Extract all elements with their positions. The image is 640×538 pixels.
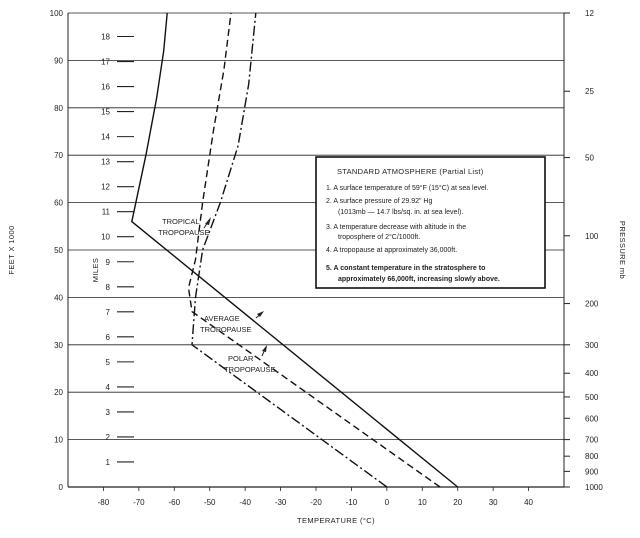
feet-tick-labels	[50, 9, 64, 492]
miles-tick-9: 9	[105, 257, 110, 267]
miles-tick-11: 11	[101, 207, 110, 217]
temperature-tick-20: 20	[453, 498, 463, 507]
temperature-tick--50: -50	[203, 498, 216, 507]
feet-tick-60: 60	[54, 198, 63, 208]
feet-tick-30: 30	[54, 340, 63, 350]
pressure-tick-900: 900	[585, 467, 599, 477]
temperature-tick--60: -60	[168, 498, 181, 507]
info-item-3-cont: troposphere of 2°C/1000ft.	[338, 234, 421, 241]
miles-tick-18: 18	[101, 32, 110, 42]
pressure-tick-1000: 1000	[585, 483, 603, 492]
info-item-1: 1. A surface temperature of 59°F (15°C) at sea level.	[326, 185, 489, 192]
temperature-tick--10: -10	[345, 498, 358, 507]
temperature-tick--30: -30	[274, 498, 287, 507]
average-label-line2: TROPOPAUSE	[200, 325, 252, 334]
info-item-4: 4. A tropopause at approximately 36,000ft.	[326, 247, 458, 254]
miles-axis-title: MILES	[91, 257, 100, 283]
pressure-ticks	[564, 9, 603, 492]
polar-arrowhead	[262, 345, 267, 352]
miles-tick-10: 10	[101, 232, 110, 242]
feet-tick-50: 50	[54, 246, 63, 255]
temperature-tick-30: 30	[488, 498, 498, 507]
tropical-label-line1: TROPICAL	[162, 217, 200, 226]
temperature-tick-10: 10	[417, 498, 427, 507]
miles-tick-4: 4	[105, 382, 110, 392]
miles-tick-16: 16	[101, 82, 110, 92]
info-item-5-cont: approximately 66,000ft, increasing slowly above.	[338, 276, 500, 283]
pressure-tick-600: 600	[585, 414, 599, 424]
miles-tick-15: 15	[101, 107, 110, 117]
feet-tick-90: 90	[54, 56, 63, 66]
y-axis-title: FEET X 1000	[7, 225, 16, 275]
miles-tick-1: 1	[105, 457, 110, 467]
x-axis-title: TEMPERATURE (°C)	[296, 516, 376, 525]
miles-tick-5: 5	[105, 357, 110, 367]
average-tropopause-label	[200, 311, 264, 334]
temperature-tick--70: -70	[133, 498, 145, 507]
tropical-label-line2: TROPOPAUSE	[158, 228, 210, 237]
feet-tick-80: 80	[54, 103, 63, 113]
temperature-tick-40: 40	[524, 498, 534, 507]
pressure-axis-title: PRESSURE mb	[618, 220, 627, 280]
miles-tick-7: 7	[105, 307, 110, 317]
feet-tick-20: 20	[54, 388, 63, 398]
info-item-3: 3. A temperature decrease with altitude in the	[326, 224, 467, 231]
info-box	[316, 157, 545, 288]
miles-tick-13: 13	[101, 157, 110, 167]
polar-label-line1: POLAR	[228, 354, 254, 363]
miles-tick-6: 6	[105, 332, 110, 342]
tropical-tropopause-label	[158, 217, 211, 237]
pressure-tick-50: 50	[585, 153, 594, 163]
feet-tick-10: 10	[54, 435, 63, 445]
pressure-tick-12: 12	[585, 9, 594, 18]
miles-tick-14: 14	[101, 132, 110, 142]
polar-label-line2: TROPOPAUSE	[224, 365, 276, 374]
miles-tick-8: 8	[105, 282, 110, 292]
temperature-tick-0: 0	[384, 498, 390, 507]
temperature-tick--80: -80	[97, 498, 110, 507]
pressure-tick-700: 700	[585, 435, 599, 445]
pressure-tick-300: 300	[585, 340, 599, 350]
miles-tick-12: 12	[101, 182, 110, 192]
info-box-title: STANDARD ATMOSPHERE (Partial List)	[337, 167, 484, 176]
polar-tropopause-label	[224, 345, 276, 374]
temperature-tick--20: -20	[310, 498, 322, 507]
info-item-2: 2. A surface pressure of 29.92" Hg	[326, 198, 433, 205]
miles-tick-17: 17	[101, 57, 110, 67]
tropical-arrowhead	[205, 217, 211, 225]
info-item-5: 5. A constant temperature in the stratosphere to	[326, 265, 486, 272]
miles-tick-2: 2	[105, 432, 110, 442]
temperature-tick--40: -40	[239, 498, 251, 507]
pressure-tick-800: 800	[585, 452, 599, 462]
pressure-tick-100: 100	[585, 231, 599, 241]
pressure-tick-200: 200	[585, 299, 599, 309]
feet-tick-0: 0	[58, 483, 63, 492]
feet-tick-70: 70	[54, 151, 63, 161]
pressure-tick-500: 500	[585, 392, 599, 402]
pressure-tick-400: 400	[585, 369, 599, 379]
temperature-tick-labels	[98, 487, 534, 507]
miles-tick-3: 3	[105, 407, 110, 417]
feet-tick-40: 40	[54, 293, 63, 303]
average-label-line1: AVERAGE	[204, 314, 240, 323]
feet-tick-100: 100	[49, 9, 63, 18]
info-item-2-cont: (1013mb — 14.7 lbs/sq. in. at sea level).	[338, 209, 464, 216]
pressure-tick-25: 25	[585, 87, 594, 97]
